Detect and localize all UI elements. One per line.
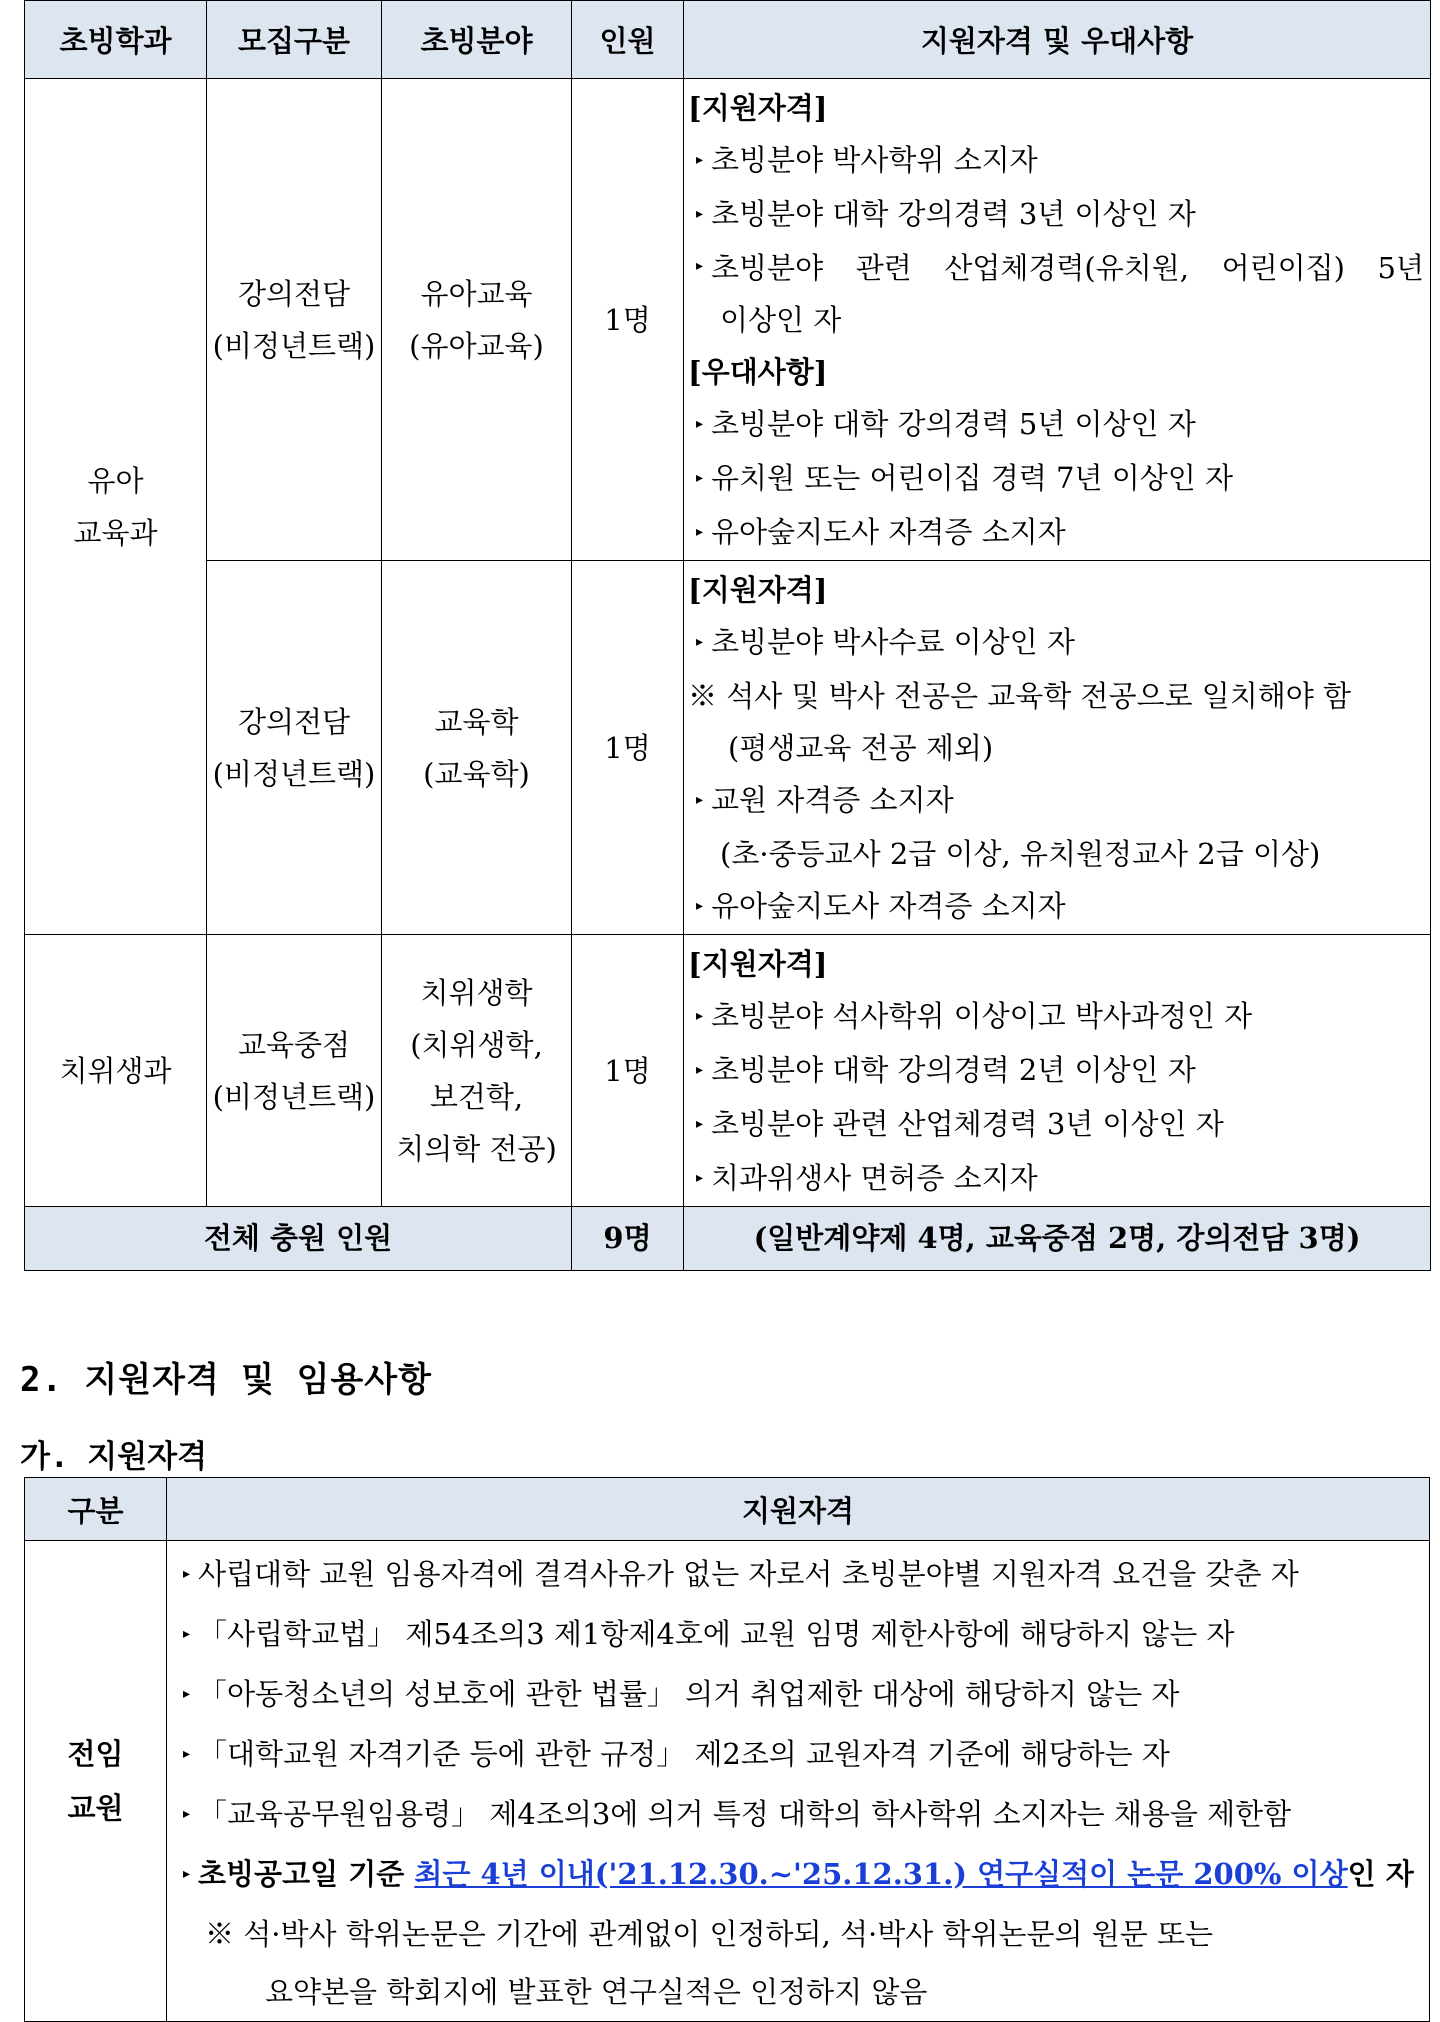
item-text: 「아동청소년의 성보호에 관한 법률」 의거 취업제한 대상에 해당하지 않는 자	[198, 1677, 1180, 1711]
dept-cell	[25, 79, 207, 935]
bullet-icon: ▸	[696, 634, 704, 650]
table-header-row	[25, 1, 1431, 79]
type-cell	[207, 79, 382, 561]
count-cell: 1명	[572, 561, 684, 935]
list-item	[688, 242, 1424, 294]
item-text: 초빙분야 박사수료 이상인 자	[711, 625, 1075, 659]
type-text: (비정년트랙)	[212, 1079, 376, 1114]
type-text: 교육중점	[237, 1027, 351, 1062]
field-text: 유아교육	[420, 276, 533, 311]
item-continuation: 이상인 자	[720, 303, 842, 337]
header-category: 구분	[25, 1478, 167, 1541]
list-item	[175, 1605, 1425, 1665]
field-text: (치위생학,	[410, 1027, 543, 1062]
category-text: 교원	[67, 1791, 124, 1825]
item-text: 사립대학 교원 임용자격에 결격사유가 없는 자로서 초빙분야별 지원자격 요건을 갖춘 자	[198, 1557, 1299, 1591]
bullet-icon: ▸	[696, 470, 704, 486]
qualification-cell	[684, 79, 1431, 561]
header-type: 모집구분	[207, 1, 382, 79]
header-qualifications: 지원자격 및 우대사항	[684, 1, 1431, 79]
bullet-icon: ▸	[696, 152, 704, 168]
list-item	[688, 1152, 1424, 1206]
item-text: 교원 자격증 소지자	[711, 783, 954, 817]
list-item	[175, 1665, 1425, 1725]
qualification-list	[167, 1541, 1430, 2022]
item-text: 유아숲지도사 자격증 소지자	[711, 889, 1066, 923]
bullet-icon: ▸	[183, 1626, 191, 1642]
item-text: 초빙분야 대학 강의경력 5년 이상인 자	[711, 407, 1196, 441]
field-text: 보건학,	[429, 1079, 524, 1114]
bullet-icon: ▸	[696, 792, 704, 808]
bullet-icon: ▸	[183, 1806, 191, 1822]
type-text: 강의전담	[237, 276, 351, 311]
table-row	[25, 1541, 1430, 2022]
bullet-icon: ▸	[696, 1116, 704, 1132]
bullet-icon: ▸	[183, 1566, 191, 1582]
list-item	[688, 616, 1424, 670]
recruitment-table	[24, 0, 1431, 1271]
list-item	[688, 506, 1424, 560]
table-row	[25, 935, 1431, 1207]
qualification-cell	[684, 561, 1431, 935]
bullet-icon: ▸	[696, 1170, 704, 1186]
item-text: 인 자	[1347, 1857, 1414, 1891]
type-text: 강의전담	[237, 704, 351, 739]
total-detail: (일반계약제 4명, 교육중점 2명, 강의전담 3명)	[684, 1207, 1431, 1271]
field-text: (교육학)	[423, 756, 530, 791]
item-text: 「사립학교법」 제54조의3 제1항제4호에 교원 임명 제한사항에 해당하지 않는 자	[198, 1617, 1235, 1651]
list-item	[175, 1845, 1425, 1905]
field-cell	[382, 935, 572, 1207]
note-continuation: 요약본을 학회지에 발표한 연구실적은 인정하지 않음	[265, 1975, 928, 2009]
table-row	[25, 79, 1431, 561]
list-item	[688, 1044, 1424, 1098]
section-title: 2. 지원자격 및 임용사항	[20, 1360, 432, 1400]
total-label: 전체 충원 인원	[25, 1207, 572, 1271]
bullet-icon: ▸	[183, 1866, 191, 1882]
item-text: 초빙분야 석사학위 이상이고 박사과정인 자	[711, 999, 1253, 1033]
total-count: 9명	[572, 1207, 684, 1271]
qualification-heading: [지원자격]	[688, 91, 828, 125]
note-text: ※ 석·박사 학위논문은 기간에 관계없이 인정하되, 석·박사 학위논문의 원문 또는	[205, 1917, 1214, 1951]
qualification-table	[24, 1477, 1430, 2022]
item-text: 초빙분야 관련 산업체경력 3년 이상인 자	[711, 1107, 1224, 1141]
dept-cell: 치위생과	[25, 935, 207, 1207]
item-continuation: (초·중등교사 2급 이상, 유치원정교사 2급 이상)	[720, 837, 1321, 871]
header-qualifications: 지원자격	[167, 1478, 1430, 1541]
dept-text: 유아	[87, 463, 144, 498]
item-text: 초빙분야 관련 산업체경력(유치원, 어린이집) 5년	[711, 251, 1424, 285]
field-text: 교육학	[434, 704, 519, 739]
list-item	[688, 134, 1424, 188]
item-text: 초빙분야 박사학위 소지자	[711, 143, 1038, 177]
list-item	[175, 1785, 1425, 1845]
bullet-icon: ▸	[696, 898, 704, 914]
item-text: 초빙분야 대학 강의경력 3년 이상인 자	[711, 197, 1196, 231]
bullet-icon: ▸	[696, 1008, 704, 1024]
bullet-icon: ▸	[183, 1686, 191, 1702]
total-row	[25, 1207, 1431, 1271]
preference-heading: [우대사항]	[688, 355, 828, 389]
bullet-icon: ▸	[696, 206, 704, 222]
count-cell: 1명	[572, 79, 684, 561]
category-text: 전임	[67, 1737, 124, 1771]
qualification-cell	[684, 935, 1431, 1207]
item-text: 치과위생사 면허증 소지자	[711, 1161, 1038, 1195]
field-text: 치의학 전공)	[396, 1131, 557, 1166]
qualification-heading: [지원자격]	[688, 947, 828, 981]
type-text: (비정년트랙)	[212, 756, 376, 791]
bullet-icon: ▸	[696, 416, 704, 432]
bullet-icon: ▸	[696, 524, 704, 540]
list-item	[688, 452, 1424, 506]
list-item	[688, 188, 1424, 242]
field-cell	[382, 561, 572, 935]
list-item	[175, 1725, 1425, 1785]
item-text: 유치원 또는 어린이집 경력 7년 이상인 자	[711, 461, 1234, 495]
bullet-icon: ▸	[183, 1746, 191, 1762]
research-requirement-link[interactable]: 최근 4년 이내('21.12.30.~'25.12.31.) 연구실적이 논문 200% 이상	[414, 1857, 1348, 1891]
subsection-title: 가. 지원자격	[20, 1439, 208, 1475]
dept-text: 교육과	[73, 515, 158, 550]
item-text: 초빙분야 대학 강의경력 2년 이상인 자	[711, 1053, 1196, 1087]
category-cell	[25, 1541, 167, 2022]
header-dept: 초빙학과	[25, 1, 207, 79]
item-text: 초빙공고일 기준	[198, 1857, 415, 1891]
list-item	[688, 880, 1424, 934]
note-continuation: (평생교육 전공 제외)	[728, 731, 994, 765]
field-text: (유아교육)	[409, 328, 544, 363]
header-count: 인원	[572, 1, 684, 79]
type-text: (비정년트랙)	[212, 328, 376, 363]
bullet-icon: ▸	[696, 258, 704, 274]
header-field: 초빙분야	[382, 1, 572, 79]
item-text: 「교육공무원임용령」 제4조의3에 의거 특정 대학의 학사학위 소지자는 채용을 제한함	[198, 1797, 1292, 1831]
field-cell	[382, 79, 572, 561]
field-text: 치위생학	[420, 975, 533, 1010]
item-text: 「대학교원 자격기준 등에 관한 규정」 제2조의 교원자격 기준에 해당하는 자	[198, 1737, 1170, 1771]
list-item	[688, 990, 1424, 1044]
table-row	[25, 561, 1431, 935]
count-cell: 1명	[572, 935, 684, 1207]
list-item	[688, 1098, 1424, 1152]
type-cell	[207, 935, 382, 1207]
bullet-icon: ▸	[696, 1062, 704, 1078]
table-header-row	[25, 1478, 1430, 1541]
qualification-heading: [지원자격]	[688, 573, 828, 607]
list-item	[688, 774, 1424, 828]
list-item	[175, 1545, 1425, 1605]
type-cell	[207, 561, 382, 935]
note-text: ※ 석사 및 박사 전공은 교육학 전공으로 일치해야 함	[688, 679, 1352, 713]
list-item	[688, 398, 1424, 452]
item-text: 유아숲지도사 자격증 소지자	[711, 515, 1066, 549]
